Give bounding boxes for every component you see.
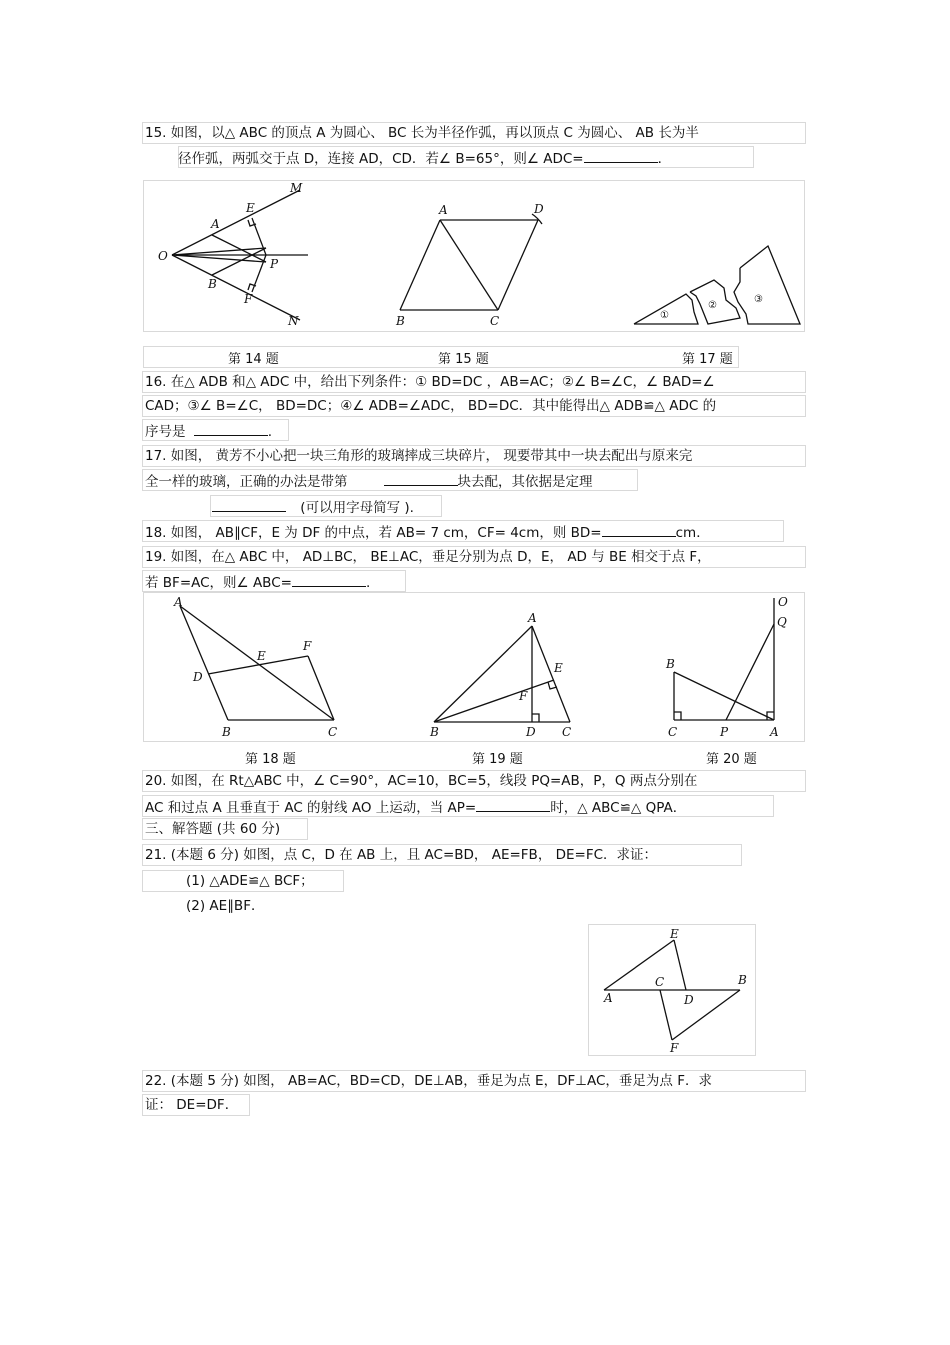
q15-text: 径作弧，两弧交于点 D，连接 AD，CD．若∠ B=65°，则∠ ADC=: [178, 151, 584, 167]
q19-text: 若 BF=AC，则∠ ABC=: [145, 575, 292, 591]
figure-18: [168, 594, 348, 740]
fig15-label-D: D: [534, 202, 544, 216]
fig15-label-B: B: [396, 314, 405, 328]
answer-blank[interactable]: [292, 572, 366, 587]
fig19-label-B: B: [430, 725, 439, 739]
q21-line-1: 21. (本题 6 分) 如图，点 C，D 在 AB 上，且 AC=BD， AE=FB， DE=FC．求证：: [145, 847, 658, 863]
section-3-title: 三、解答题 (共 60 分): [145, 821, 281, 837]
figure-15: [390, 198, 560, 330]
fig20-label-Q: Q: [777, 615, 787, 629]
q19-line-1: 19. 如图，在△ ABC 中， AD⊥BC， BE⊥AC，垂足分别为点 D，E， AD 与 BE 相交于点 F，: [145, 549, 711, 565]
q16-end: .: [267, 424, 273, 440]
fig18-label-A: A: [174, 595, 183, 609]
fig18-label-F: F: [303, 639, 312, 653]
q16-line-2: CAD；③∠ B=∠C， BD=DC；④∠ ADB=∠ADC， BD=DC．其中能得出△ ADB≌△ ADC 的: [145, 398, 717, 414]
figure-19: [424, 608, 584, 740]
fig21-label-A: A: [604, 991, 613, 1005]
fig14-label-E: E: [246, 201, 255, 215]
fig14-label-M: M: [290, 182, 303, 195]
q17-text-c: (可以用字母简写 ).: [300, 500, 414, 516]
q17-text-a: 全一样的玻璃，正确的办法是带第: [145, 474, 348, 490]
fig18-label-C: C: [328, 725, 338, 739]
q17-line-3: [212, 497, 414, 517]
fig19-label-E: E: [554, 661, 563, 675]
fig18-label-B: B: [222, 725, 231, 739]
fig21-label-F: F: [670, 1041, 679, 1054]
fig14-label-N: N: [288, 314, 299, 328]
q16-line-3: [145, 421, 272, 441]
q22-line-2: 证： DE=DF．: [145, 1097, 239, 1113]
figure-21: [590, 926, 754, 1054]
q21-part-1: (1) △ADE≌△ BCF；: [186, 873, 314, 889]
q18-text: 18. 如图， AB∥CF，E 为 DF 的中点，若 AB= 7 cm，CF= 4cm，则 BD=: [145, 525, 602, 541]
answer-blank[interactable]: [602, 522, 676, 537]
fig17-piece-3: ③: [754, 294, 763, 305]
answer-blank[interactable]: [384, 471, 458, 486]
fig21-label-D: D: [684, 993, 694, 1007]
q15-end: ．: [657, 151, 672, 167]
q20-text: AC 和过点 A 且垂直于 AC 的射线 AO 上运动，当 AP=: [145, 800, 477, 816]
fig21-label-E: E: [670, 927, 679, 941]
fig19-label-A: A: [528, 611, 537, 625]
answer-blank[interactable]: [194, 421, 268, 436]
fig19-label-D: D: [526, 725, 536, 739]
q18-line: [145, 522, 710, 542]
caption-fig-19: 第 19 题: [472, 752, 523, 767]
q19-end: .: [365, 575, 371, 591]
fig20-label-B: B: [666, 657, 675, 671]
fig20-label-P: P: [720, 725, 729, 739]
q20-line-2: [145, 797, 686, 817]
fig18-label-D: D: [193, 670, 203, 684]
figure-14: [150, 182, 320, 330]
caption-fig-15: 第 15 题: [438, 352, 489, 367]
caption-fig-17: 第 17 题: [682, 352, 733, 367]
fig18-label-E: E: [257, 649, 266, 663]
answer-blank[interactable]: [584, 148, 658, 163]
caption-fig-14: 第 14 题: [228, 352, 279, 367]
fig21-label-C: C: [655, 975, 665, 989]
q19-line-2: [145, 572, 370, 592]
fig19-label-C: C: [562, 725, 572, 739]
caption-fig-20: 第 20 题: [706, 752, 757, 767]
fig20-label-C: C: [668, 725, 678, 739]
fig21-label-B: B: [738, 973, 747, 987]
q15-line-2: [178, 148, 671, 168]
fig14-label-B: B: [208, 277, 217, 291]
q17-line-1: 17. 如图， 黄芳不小心把一块三角形的玻璃摔成三块碎片， 现要带其中一块去配出与原来完: [145, 448, 693, 464]
q15-line-1: 15. 如图，以△ ABC 的顶点 A 为圆心、 BC 长为半径作弧，再以顶点 C 为圆心、 AB 长为半: [145, 125, 699, 141]
fig20-label-A: A: [770, 725, 779, 739]
fig17-piece-1: ①: [660, 310, 669, 321]
q22-line-1: 22. (本题 5 分) 如图， AB=AC，BD=CD，DE⊥AB，垂足为点 E，DF⊥AC，垂足为点 F．求: [145, 1073, 712, 1089]
fig15-label-C: C: [490, 314, 500, 328]
fig19-label-F: F: [519, 689, 528, 703]
q18-end: cm．: [675, 525, 710, 541]
answer-blank[interactable]: [476, 797, 550, 812]
q21-part-2: (2) AE∥BF．: [186, 898, 265, 914]
q17-text-b: 块去配，其依据是定理: [457, 474, 593, 490]
caption-fig-18: 第 18 题: [245, 752, 296, 767]
q16-line-1: 16. 在△ ADB 和△ ADC 中，给出下列条件：① BD=DC ，AB=AC；②∠ B=∠C，∠ BAD=∠: [145, 374, 715, 390]
fig20-label-O: O: [778, 595, 788, 609]
figure-17: [630, 242, 805, 330]
q17-line-2: [145, 471, 593, 491]
q20-end: 时，△ ABC≌△ QPA．: [550, 800, 687, 816]
fig14-label-A: A: [211, 217, 220, 231]
fig14-label-P: P: [270, 257, 279, 271]
q16-text: 序号是: [145, 424, 186, 440]
q20-line-1: 20. 如图，在 Rt△ABC 中，∠ C=90°，AC=10，BC=5，线段 PQ=AB，P，Q 两点分别在: [145, 773, 698, 789]
fig17-piece-2: ②: [708, 300, 717, 311]
fig14-label-O: O: [158, 249, 168, 263]
fig14-label-F: F: [244, 292, 253, 306]
fig15-label-A: A: [439, 203, 448, 217]
answer-blank[interactable]: [212, 497, 286, 512]
figure-20: [660, 594, 800, 740]
